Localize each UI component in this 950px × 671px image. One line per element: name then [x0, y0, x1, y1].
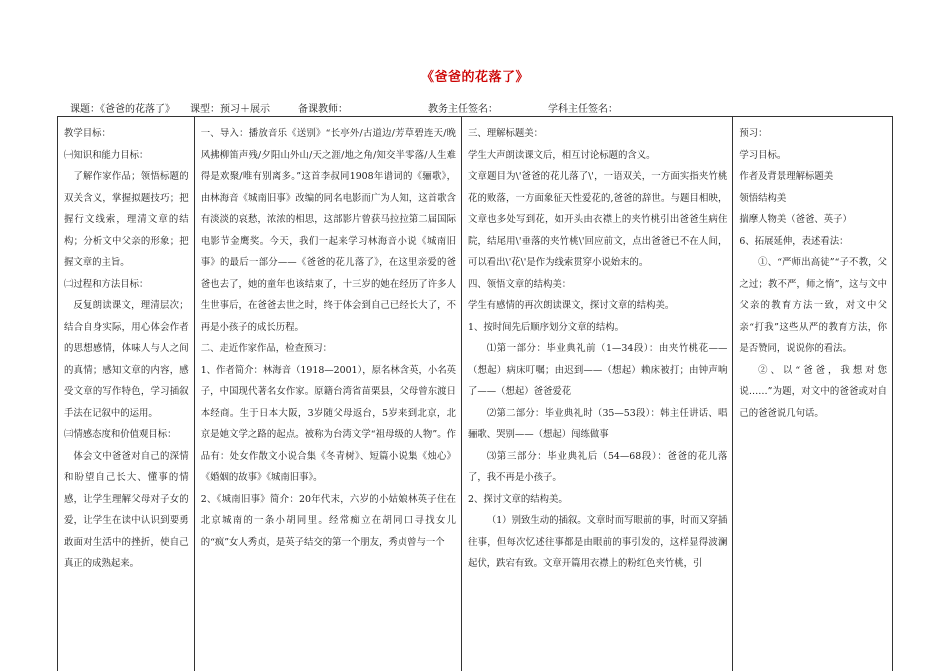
objective-text: 反复朗读课文，理清层次；结合自身实际，用心体会作者的思想感情，体味人与人之间的真情；感知文章的内容，感受文章的写作特色，学习插叙手法在记叙中的运用。 [64, 300, 189, 419]
objective-text: 体会文中爸爸对自己的深情和盼望自己长大、懂事的情感，让学生理解父母对子女的爱，让学生在读中认识到要勇敢面对生活中的挫折，使自己真正的成熟起来。 [64, 450, 189, 569]
section-text: 学生大声朗读课文后，相互讨论标题的含义。 [468, 149, 656, 161]
note-question: ②、以“爸爸，我想对您说……”为题，对文中的爸爸或对自己的爸爸说几句话。 [739, 364, 887, 419]
section-text: 1、作者简介：林海音（1918—2001），原名林含英，小名英子，中国现代著名女作家。原籍台湾省苗栗县，父母曾东渡日本经商。生于日本大阪，3岁随父母返台，5岁来到北京，北京是她文学之路的起点。被称为台湾文学“祖母级的人物”。作品有：处女作散文小说合集《冬青树》、短篇小说集《烛心》《婚姻的故事》《城南旧事》。 [200, 364, 457, 483]
document-title: 《爸爸的花落了》 [420, 70, 529, 85]
note-question: ①、“严师出高徒”“子不教，父之过；教不严，师之惰”，这与文中父亲的教育方法一致，对文中父亲“打我”这些从严的教育方法，你是否赞同，说说你的看法。 [739, 257, 887, 354]
column-analysis [462, 117, 733, 671]
structure-part: ⑵第二部分：毕业典礼时（35—53段）：韩主任讲话、唱骊歌、哭别——（想起）闯练做事 [468, 407, 728, 440]
section-text: 学生有感情的再次朗读课文，探讨文章的结构美。 [468, 300, 675, 311]
section-heading: 二、走近作家作品，检查预习： [200, 343, 332, 354]
section-text: 2、探讨文章的结构美。 [468, 493, 568, 505]
structure-part: ⑶第三部分：毕业典礼后（54—68段）：爸爸的花儿落了，我不再是小孩子。 [468, 450, 728, 483]
structure-part: ⑴第一部分：毕业典礼前（1—34段）：由夹竹桃花——（想起）病床叮嘱；由迟到——（想起）赖床被打；由钟声响了——（想起）爸爸爱花 [468, 343, 728, 397]
note-line: 6、拓展延伸，表述看法： [739, 235, 849, 247]
topic-label: 课题：《爸爸的花落了》 [70, 104, 175, 115]
column-notes [733, 117, 892, 671]
note-line: 学习目标。 [739, 149, 787, 161]
section-text: 1、按时间先后顺序划分文章的结构。 [468, 321, 624, 333]
section-text: 2、《城南旧事》简介：20年代末，六岁的小姑娘林英子住在北京城南的一条小胡同里。经常痴立在胡同口寻找女儿的“疯”女人秀贞，是英子结交的第一个朋友，秀贞曾与一个 [200, 493, 457, 548]
section-text: 一、导入：播放音乐《送别》“长亭外/古道边/芳草碧连天/晚风拂柳笛声残/夕阳山外山/天之涯/地之角/知交半零落/人生难得是欢聚/唯有别离多。”这首李叔同1908年谱词的《骊歌》，由林海音《城南旧事》改编的同名电影而广为人知，这首歌含有淡淡的哀愁，浓浓的相思，这部影片曾获马拉拉第二届国际电影节金鹰奖。今天，我们一起来学习林海音小说《城南旧事》的最后一部分——《爸爸的花儿落了》，在这里亲爱的爸爸也去了，她的童年也该结束了，十三岁的她在经历了许多人生世事后，在爸爸去世之时，终于体会到自己已经长大了，不再是小孩子的成长历程。 [200, 128, 457, 333]
objective-text: 了解作家作品；领悟标题的双关含义，掌握拟题技巧；把握行文线索，理清文章的结构；分析文中父亲的形象；把握文章的主旨。 [64, 171, 189, 268]
objective-subheading: ㈢情感态度和价值观目标： [64, 429, 177, 440]
section-text: 文章题目为\'爸爸的花儿落了\'，一语双关，一方面实指夹竹桃花的败落，一方面象征天性爱花的,爸爸的辞世。与题目相映，文章也多处写到花，如开头由衣襟上的夹竹桃引出爸爸生病住院，结尾用\'垂落的夹竹桃\'回应前文，点出爸爸已不在人间，可以看出\'花\'是作为线索贯穿小说始末的。 [468, 171, 728, 268]
objectives-heading: 教学目标： [64, 128, 111, 139]
note-line: 揣摩人物美（爸爸、英子） [739, 214, 852, 225]
column-objectives [58, 117, 195, 671]
teacher-label: 备课教师： [298, 104, 348, 115]
note-line: 作者及背景理解标题美 [739, 171, 834, 182]
objective-subheading: ㈠知识和能力目标： [64, 149, 149, 161]
lesson-type-label: 课型：预习＋展示 [190, 104, 270, 115]
note-line: 预习： [739, 128, 768, 139]
office-sign-label: 教务主任签名： [428, 104, 498, 115]
section-heading: 四、领悟文章的结构美： [468, 278, 572, 290]
subject-sign-label: 学科主任签名： [548, 104, 618, 115]
section-text: （1）别致生动的插叙。文章时而写眼前的事，时而又穿插往事，但每次忆述往事都是由眼前的事引发的，这样显得波澜起伏，跌宕有致。文章开篇用衣襟上的粉红色夹竹桃，引 [468, 515, 728, 569]
note-line: 领悟结构美 [739, 192, 787, 204]
column-introduction [195, 117, 462, 671]
objective-subheading: ㈡过程和方法目标： [64, 278, 149, 290]
lesson-plan-table [57, 116, 893, 671]
section-heading: 三、理解标题美： [468, 128, 544, 139]
